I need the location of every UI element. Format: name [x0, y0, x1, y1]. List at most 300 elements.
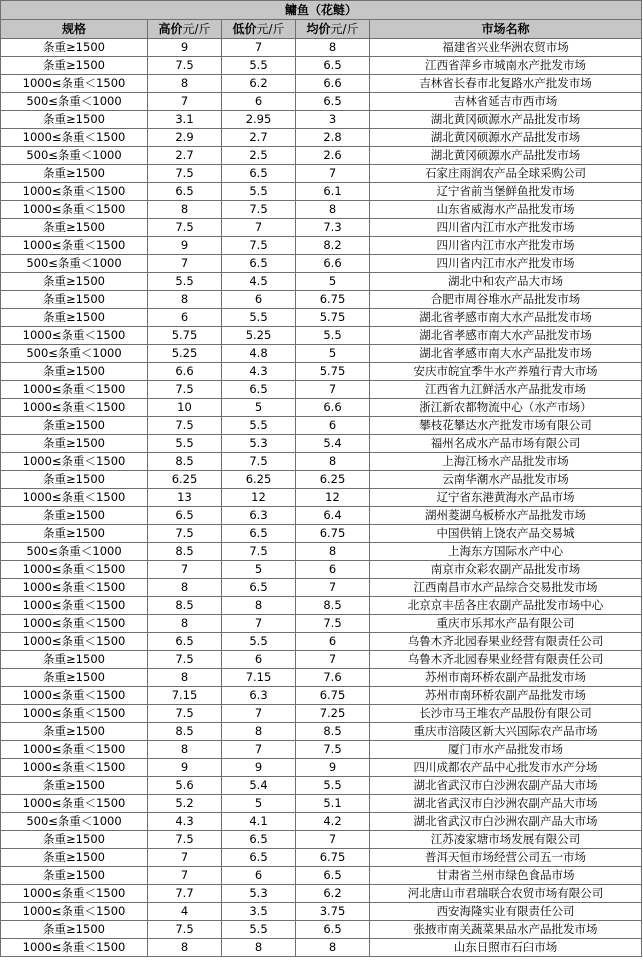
cell-market: 湖州菱湖乌板桥水产品批发市场: [370, 507, 642, 525]
table-row: [1, 507, 642, 525]
cell-market: 张掖市南关蔬菜果品水产品批发市场: [370, 921, 642, 939]
cell-spec: 1000≤条重＜1500: [1, 561, 148, 579]
cell-spec: 1000≤条重＜1500: [1, 597, 148, 615]
cell-spec: 1000≤条重＜1500: [1, 903, 148, 921]
cell-spec: 1000≤条重＜1500: [1, 615, 148, 633]
cell-low-price: 5.5: [222, 309, 296, 327]
cell-high-price: 7.5: [148, 219, 222, 237]
table-row: [1, 291, 642, 309]
table-row: [1, 417, 642, 435]
cell-low-price: 6: [222, 93, 296, 111]
cell-low-price: 5.5: [222, 417, 296, 435]
cell-spec: 500≤条重＜1000: [1, 93, 148, 111]
cell-low-price: 5.5: [222, 183, 296, 201]
cell-avg-price: 6.75: [296, 291, 370, 309]
cell-high-price: 9: [148, 237, 222, 255]
cell-market: 苏州市南环桥农副产品批发市场: [370, 687, 642, 705]
cell-market: 安庆市皖宜季牛水产养殖行青大市场: [370, 363, 642, 381]
cell-high-price: 7.15: [148, 687, 222, 705]
cell-high-price: 8: [148, 939, 222, 957]
table-row: [1, 435, 642, 453]
cell-avg-price: 6.5: [296, 921, 370, 939]
cell-high-price: 6: [148, 309, 222, 327]
cell-market: 苏州市南环桥农副产品批发市场: [370, 669, 642, 687]
cell-high-price: 7.5: [148, 165, 222, 183]
cell-high-price: 5.6: [148, 777, 222, 795]
cell-low-price: 4.5: [222, 273, 296, 291]
cell-avg-price: 5.4: [296, 435, 370, 453]
cell-avg-price: 7.6: [296, 669, 370, 687]
cell-market: 四川省内江市水产批发市场: [370, 219, 642, 237]
cell-low-price: 2.5: [222, 147, 296, 165]
cell-spec: 1000≤条重＜1500: [1, 759, 148, 777]
cell-low-price: 9: [222, 759, 296, 777]
header-high-unit: 元/斤: [182, 22, 211, 36]
cell-market: 河北唐山市君瑞联合农贸市场有限公司: [370, 885, 642, 903]
cell-low-price: 4.8: [222, 345, 296, 363]
cell-avg-price: 7.5: [296, 615, 370, 633]
table-row: [1, 687, 642, 705]
cell-high-price: 6.25: [148, 471, 222, 489]
cell-low-price: 8: [222, 939, 296, 957]
table-row: [1, 39, 642, 57]
table-row: [1, 237, 642, 255]
cell-spec: 1000≤条重＜1500: [1, 183, 148, 201]
cell-high-price: 5.5: [148, 273, 222, 291]
cell-spec: 条重≥1500: [1, 417, 148, 435]
cell-spec: 条重≥1500: [1, 777, 148, 795]
cell-market: 湖北省武汉市白沙洲农副产品大市场: [370, 777, 642, 795]
cell-spec: 条重≥1500: [1, 507, 148, 525]
table-row: [1, 615, 642, 633]
cell-market: 上海东方国际水产中心: [370, 543, 642, 561]
table-row: [1, 93, 642, 111]
cell-low-price: 7.5: [222, 453, 296, 471]
table-title: 鳙鱼（花鲢）: [1, 1, 642, 20]
cell-spec: 条重≥1500: [1, 273, 148, 291]
table-row: [1, 795, 642, 813]
table-row: [1, 471, 642, 489]
header-market: 市场名称: [370, 20, 642, 39]
cell-low-price: 6: [222, 291, 296, 309]
cell-low-price: 5.5: [222, 921, 296, 939]
cell-avg-price: 6: [296, 561, 370, 579]
cell-spec: 1000≤条重＜1500: [1, 381, 148, 399]
header-high-price: [148, 20, 222, 39]
cell-low-price: 7: [222, 39, 296, 57]
table-row: [1, 903, 642, 921]
table-row: [1, 75, 642, 93]
cell-spec: 1000≤条重＜1500: [1, 633, 148, 651]
table-row: [1, 111, 642, 129]
cell-spec: 条重≥1500: [1, 921, 148, 939]
table-row: [1, 525, 642, 543]
cell-high-price: 2.9: [148, 129, 222, 147]
cell-market: 普洱天恒市场经营公司五一市场: [370, 849, 642, 867]
cell-market: 四川省内江市水产批发市场: [370, 255, 642, 273]
cell-avg-price: 8.2: [296, 237, 370, 255]
table-row: [1, 309, 642, 327]
cell-spec: 1000≤条重＜1500: [1, 885, 148, 903]
cell-market: 江苏凌家塘市场发展有限公司: [370, 831, 642, 849]
cell-market: 江西省萍乡市城南水产批发市场: [370, 57, 642, 75]
cell-market: 石家庄雨润农产品全球采购公司: [370, 165, 642, 183]
cell-spec: 1000≤条重＜1500: [1, 399, 148, 417]
cell-high-price: 7: [148, 867, 222, 885]
cell-spec: 1000≤条重＜1500: [1, 237, 148, 255]
cell-low-price: 6.5: [222, 381, 296, 399]
cell-market: 乌鲁木齐北园春果业经营有限责任公司: [370, 633, 642, 651]
cell-avg-price: 6.6: [296, 255, 370, 273]
cell-market: 四川省内江市水产批发市场: [370, 237, 642, 255]
cell-low-price: 4.3: [222, 363, 296, 381]
cell-market: 厦门市水产品批发市场: [370, 741, 642, 759]
cell-market: 乌鲁木齐北园春果业经营有限责任公司: [370, 651, 642, 669]
cell-market: 重庆市乐邦水产品有限公司: [370, 615, 642, 633]
cell-spec: 条重≥1500: [1, 849, 148, 867]
cell-market: 湖北省孝感市南大水产品批发市场: [370, 327, 642, 345]
cell-market: 四川成都农产品中心批发市水产分场: [370, 759, 642, 777]
cell-spec: 1000≤条重＜1500: [1, 705, 148, 723]
cell-avg-price: 8: [296, 453, 370, 471]
cell-low-price: 5: [222, 795, 296, 813]
header-avg-label: 均价: [306, 22, 331, 36]
cell-avg-price: 12: [296, 489, 370, 507]
table-row: [1, 399, 642, 417]
cell-avg-price: 8.5: [296, 723, 370, 741]
cell-high-price: 7.5: [148, 921, 222, 939]
cell-avg-price: 6.6: [296, 75, 370, 93]
cell-market: 湖北省武汉市白沙洲农副产品大市场: [370, 795, 642, 813]
cell-high-price: 5.5: [148, 435, 222, 453]
cell-high-price: 8: [148, 615, 222, 633]
cell-high-price: 8: [148, 741, 222, 759]
cell-high-price: 4: [148, 903, 222, 921]
cell-high-price: 7.5: [148, 651, 222, 669]
cell-avg-price: 3: [296, 111, 370, 129]
cell-spec: 条重≥1500: [1, 831, 148, 849]
cell-market: 湖北黄冈硕源水产品批发市场: [370, 111, 642, 129]
cell-spec: 1000≤条重＜1500: [1, 327, 148, 345]
cell-avg-price: 4.2: [296, 813, 370, 831]
cell-spec: 1000≤条重＜1500: [1, 795, 148, 813]
cell-high-price: 9: [148, 759, 222, 777]
cell-market: 甘肃省兰州市绿色食品市场: [370, 867, 642, 885]
cell-high-price: 8: [148, 201, 222, 219]
cell-high-price: 7: [148, 849, 222, 867]
cell-avg-price: 5: [296, 273, 370, 291]
cell-avg-price: 6.2: [296, 885, 370, 903]
cell-low-price: 5.5: [222, 633, 296, 651]
cell-avg-price: 6.75: [296, 687, 370, 705]
table-row: [1, 381, 642, 399]
cell-low-price: 7: [222, 219, 296, 237]
cell-low-price: 7: [222, 615, 296, 633]
cell-high-price: 8: [148, 579, 222, 597]
cell-market: 湖北省武汉市白沙洲农副产品大市场: [370, 813, 642, 831]
table-body: [1, 39, 642, 957]
cell-market: 吉林省长春市北复路水产批发市场: [370, 75, 642, 93]
cell-spec: 条重≥1500: [1, 57, 148, 75]
header-avg-price: [296, 20, 370, 39]
cell-avg-price: 7: [296, 831, 370, 849]
cell-avg-price: 7: [296, 651, 370, 669]
header-spec: 规格: [1, 20, 148, 39]
cell-low-price: 7: [222, 741, 296, 759]
table-row: [1, 453, 642, 471]
cell-high-price: 6.5: [148, 183, 222, 201]
cell-market: 合肥市周谷堆水产品批发市场: [370, 291, 642, 309]
cell-high-price: 6.5: [148, 633, 222, 651]
cell-market: 湖北省孝感市南大水产品批发市场: [370, 309, 642, 327]
cell-avg-price: 6.75: [296, 849, 370, 867]
cell-high-price: 10: [148, 399, 222, 417]
cell-avg-price: 8: [296, 939, 370, 957]
cell-spec: 1000≤条重＜1500: [1, 201, 148, 219]
header-low-price: [222, 20, 296, 39]
cell-high-price: 8.5: [148, 723, 222, 741]
cell-high-price: 13: [148, 489, 222, 507]
cell-avg-price: 6.25: [296, 471, 370, 489]
cell-low-price: 6.5: [222, 255, 296, 273]
cell-avg-price: 8: [296, 543, 370, 561]
cell-avg-price: 5.5: [296, 327, 370, 345]
cell-avg-price: 6.4: [296, 507, 370, 525]
cell-avg-price: 6: [296, 417, 370, 435]
table-row: [1, 705, 642, 723]
cell-market: 山东省威海水产品批发市场: [370, 201, 642, 219]
table-row: [1, 57, 642, 75]
cell-low-price: 5.4: [222, 777, 296, 795]
table-row: [1, 165, 642, 183]
cell-market: 重庆市涪陵区新大兴国际农产品市场: [370, 723, 642, 741]
cell-high-price: 7: [148, 561, 222, 579]
table-row: [1, 183, 642, 201]
cell-market: 福州名成水产品市场有限公司: [370, 435, 642, 453]
cell-high-price: 7.7: [148, 885, 222, 903]
table-row: [1, 327, 642, 345]
cell-avg-price: 7: [296, 381, 370, 399]
cell-market: 福建省兴业华洲农贸市场: [370, 39, 642, 57]
table-row: [1, 849, 642, 867]
cell-low-price: 2.7: [222, 129, 296, 147]
cell-low-price: 7.15: [222, 669, 296, 687]
cell-low-price: 6.5: [222, 831, 296, 849]
header-low-label: 低价: [232, 22, 257, 36]
cell-high-price: 3.1: [148, 111, 222, 129]
cell-avg-price: 6.5: [296, 93, 370, 111]
table-row: [1, 723, 642, 741]
cell-low-price: 3.5: [222, 903, 296, 921]
cell-high-price: 7.5: [148, 525, 222, 543]
cell-low-price: 8: [222, 597, 296, 615]
cell-avg-price: 9: [296, 759, 370, 777]
cell-avg-price: 2.6: [296, 147, 370, 165]
table-row: [1, 669, 642, 687]
cell-avg-price: 5.75: [296, 363, 370, 381]
cell-high-price: 7.5: [148, 831, 222, 849]
table-row: [1, 867, 642, 885]
cell-high-price: 4.3: [148, 813, 222, 831]
cell-spec: 条重≥1500: [1, 651, 148, 669]
cell-market: 江西省九江鲜活水产品批发市场: [370, 381, 642, 399]
cell-spec: 条重≥1500: [1, 165, 148, 183]
cell-market: 云南华潮水产品批发市场: [370, 471, 642, 489]
cell-avg-price: 7.3: [296, 219, 370, 237]
table-row: [1, 345, 642, 363]
cell-spec: 1000≤条重＜1500: [1, 687, 148, 705]
cell-spec: 500≤条重＜1000: [1, 345, 148, 363]
cell-spec: 条重≥1500: [1, 309, 148, 327]
table-row: [1, 147, 642, 165]
table-row: [1, 201, 642, 219]
table-row: [1, 939, 642, 957]
cell-avg-price: 8: [296, 39, 370, 57]
cell-high-price: 7: [148, 255, 222, 273]
cell-high-price: 8.5: [148, 597, 222, 615]
table-row: [1, 813, 642, 831]
cell-avg-price: 8: [296, 201, 370, 219]
cell-market: 湖北黄冈硕源水产品批发市场: [370, 147, 642, 165]
cell-high-price: 7.5: [148, 57, 222, 75]
cell-market: 辽宁省前当堡鲜鱼批发市场: [370, 183, 642, 201]
cell-low-price: 5.3: [222, 435, 296, 453]
cell-spec: 500≤条重＜1000: [1, 255, 148, 273]
cell-low-price: 6.25: [222, 471, 296, 489]
cell-avg-price: 5.1: [296, 795, 370, 813]
table-title-row: [1, 1, 642, 20]
table-row: [1, 759, 642, 777]
table-row: [1, 273, 642, 291]
cell-high-price: 7.5: [148, 381, 222, 399]
cell-spec: 条重≥1500: [1, 363, 148, 381]
cell-high-price: 5.2: [148, 795, 222, 813]
cell-spec: 1000≤条重＜1500: [1, 453, 148, 471]
cell-high-price: 7.5: [148, 705, 222, 723]
cell-spec: 条重≥1500: [1, 867, 148, 885]
cell-avg-price: 7: [296, 579, 370, 597]
cell-low-price: 7.5: [222, 237, 296, 255]
cell-high-price: 6.6: [148, 363, 222, 381]
cell-market: 上海江杨水产品批发市场: [370, 453, 642, 471]
cell-high-price: 2.7: [148, 147, 222, 165]
cell-low-price: 6.5: [222, 849, 296, 867]
cell-low-price: 6: [222, 651, 296, 669]
cell-market: 浙江新农都物流中心（水产市场）: [370, 399, 642, 417]
cell-market: 南京市众彩农副产品批发市场: [370, 561, 642, 579]
cell-low-price: 5.3: [222, 885, 296, 903]
table-row: [1, 921, 642, 939]
cell-market: 江西南昌市水产品综合交易批发市场: [370, 579, 642, 597]
cell-spec: 条重≥1500: [1, 39, 148, 57]
cell-spec: 1000≤条重＜1500: [1, 489, 148, 507]
cell-low-price: 6.3: [222, 687, 296, 705]
cell-spec: 500≤条重＜1000: [1, 147, 148, 165]
cell-avg-price: 2.8: [296, 129, 370, 147]
table-row: [1, 579, 642, 597]
cell-high-price: 7: [148, 93, 222, 111]
table-row: [1, 885, 642, 903]
cell-spec: 500≤条重＜1000: [1, 813, 148, 831]
cell-avg-price: 6.1: [296, 183, 370, 201]
table-row: [1, 255, 642, 273]
cell-high-price: 8.5: [148, 453, 222, 471]
cell-spec: 1000≤条重＜1500: [1, 129, 148, 147]
cell-low-price: 6.5: [222, 579, 296, 597]
header-avg-unit: 元/斤: [330, 22, 359, 36]
cell-high-price: 6.5: [148, 507, 222, 525]
table-row: [1, 363, 642, 381]
cell-avg-price: 6.75: [296, 525, 370, 543]
cell-high-price: 8: [148, 291, 222, 309]
cell-spec: 500≤条重＜1000: [1, 543, 148, 561]
cell-low-price: 7: [222, 705, 296, 723]
header-low-unit: 元/斤: [256, 22, 285, 36]
cell-spec: 条重≥1500: [1, 723, 148, 741]
cell-low-price: 12: [222, 489, 296, 507]
cell-spec: 条重≥1500: [1, 435, 148, 453]
cell-avg-price: 3.75: [296, 903, 370, 921]
cell-avg-price: 7: [296, 165, 370, 183]
cell-spec: 条重≥1500: [1, 111, 148, 129]
cell-market: 山东日照市石臼市场: [370, 939, 642, 957]
table-row: [1, 219, 642, 237]
cell-market: 辽宁省东港黄海水产品市场: [370, 489, 642, 507]
cell-spec: 1000≤条重＜1500: [1, 939, 148, 957]
cell-avg-price: 6.6: [296, 399, 370, 417]
table-row: [1, 651, 642, 669]
cell-high-price: 7.5: [148, 417, 222, 435]
cell-spec: 条重≥1500: [1, 669, 148, 687]
cell-market: 吉林省延吉市西市场: [370, 93, 642, 111]
cell-avg-price: 5: [296, 345, 370, 363]
cell-spec: 1000≤条重＜1500: [1, 741, 148, 759]
cell-low-price: 8: [222, 723, 296, 741]
table-row: [1, 489, 642, 507]
cell-low-price: 6: [222, 867, 296, 885]
cell-market: 西安海隆实业有限责任公司: [370, 903, 642, 921]
cell-low-price: 7.5: [222, 201, 296, 219]
cell-spec: 条重≥1500: [1, 471, 148, 489]
table-row: [1, 129, 642, 147]
table-row: [1, 561, 642, 579]
cell-spec: 条重≥1500: [1, 525, 148, 543]
cell-market: 中国供销上饶农产品交易城: [370, 525, 642, 543]
cell-high-price: 8: [148, 669, 222, 687]
cell-high-price: 9: [148, 39, 222, 57]
cell-low-price: 6.2: [222, 75, 296, 93]
cell-low-price: 6.5: [222, 165, 296, 183]
cell-high-price: 5.25: [148, 345, 222, 363]
cell-low-price: 5.5: [222, 57, 296, 75]
table-row: [1, 741, 642, 759]
cell-low-price: 4.1: [222, 813, 296, 831]
cell-high-price: 8.5: [148, 543, 222, 561]
cell-market: 北京京丰岳各庄农副产品批发市场中心: [370, 597, 642, 615]
cell-spec: 条重≥1500: [1, 219, 148, 237]
cell-avg-price: 8.5: [296, 597, 370, 615]
header-high-label: 高价: [158, 22, 183, 36]
table-row: [1, 831, 642, 849]
cell-low-price: 6.3: [222, 507, 296, 525]
table-row: [1, 777, 642, 795]
cell-low-price: 5.25: [222, 327, 296, 345]
cell-market: 湖北省孝感市南大水产品批发市场: [370, 345, 642, 363]
cell-avg-price: 7.5: [296, 741, 370, 759]
cell-avg-price: 7.25: [296, 705, 370, 723]
cell-low-price: 7.5: [222, 543, 296, 561]
cell-avg-price: 6: [296, 633, 370, 651]
